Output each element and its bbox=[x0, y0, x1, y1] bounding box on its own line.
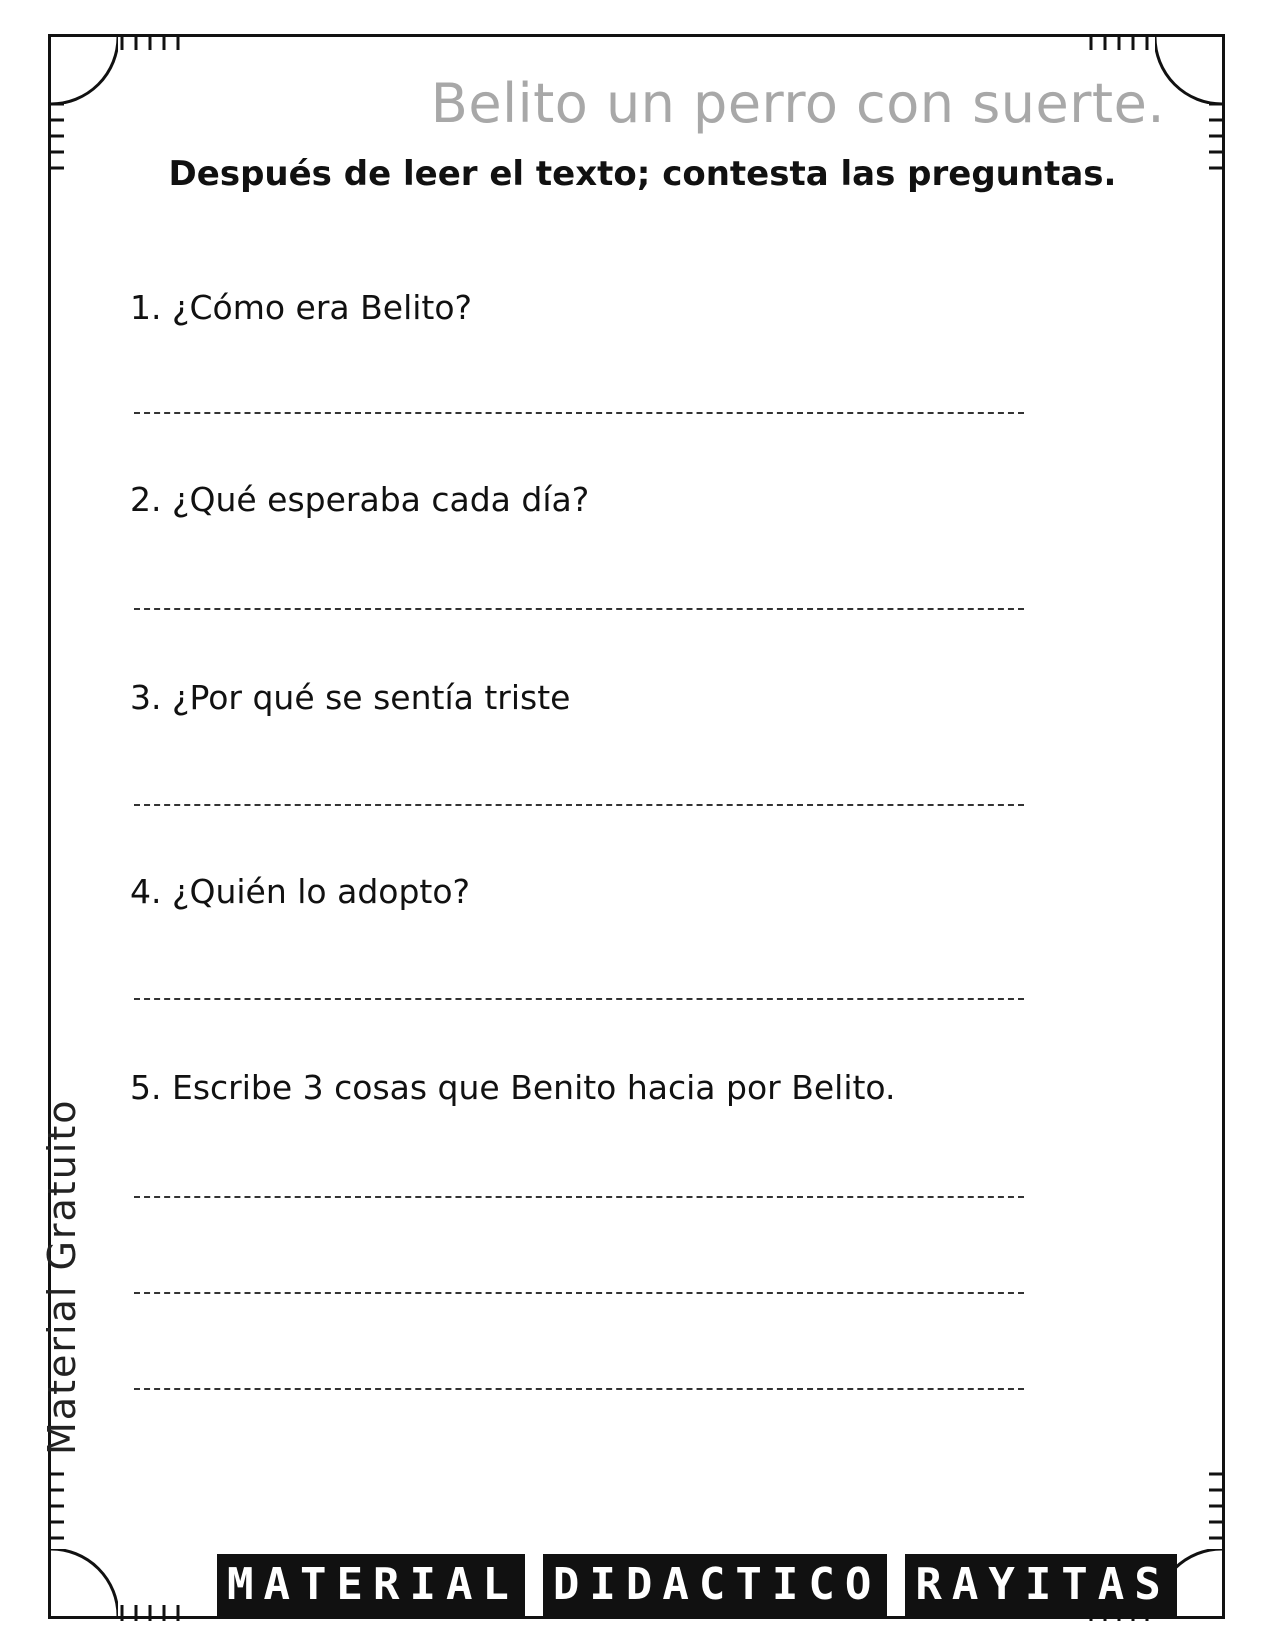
answer-line-5b[interactable] bbox=[134, 1292, 1024, 1294]
answer-line-2[interactable] bbox=[134, 608, 1024, 610]
side-label: Material Gratuito bbox=[40, 1098, 84, 1455]
question-4: 4. ¿Quién lo adopto? bbox=[130, 872, 471, 911]
answer-line-5a[interactable] bbox=[134, 1196, 1024, 1198]
answer-line-5c[interactable] bbox=[134, 1388, 1024, 1390]
question-3: 3. ¿Por qué se sentía triste bbox=[130, 678, 571, 717]
answer-line-4[interactable] bbox=[134, 998, 1024, 1000]
brand-word-didactico: DIDACTICO bbox=[543, 1554, 887, 1616]
worksheet-title: Belito un perro con suerte. bbox=[430, 72, 1165, 135]
answer-line-3[interactable] bbox=[134, 804, 1024, 806]
page-border bbox=[48, 34, 1225, 1619]
tick-marks-right-bottom bbox=[1205, 1470, 1225, 1550]
tick-marks-bottom-left bbox=[118, 1601, 188, 1621]
corner-ornament-top-right bbox=[1155, 34, 1225, 104]
corner-ornament-bottom-left bbox=[48, 1549, 118, 1619]
question-2: 2. ¿Qué esperaba cada día? bbox=[130, 480, 590, 519]
question-5: 5. Escribe 3 cosas que Benito hacia por Belito. bbox=[130, 1068, 896, 1107]
question-1: 1. ¿Cómo era Belito? bbox=[130, 288, 473, 327]
brand-banner bbox=[217, 1554, 1177, 1616]
tick-marks-top-right bbox=[1087, 34, 1157, 54]
answer-line-1[interactable] bbox=[134, 412, 1024, 414]
tick-marks-left-bottom bbox=[48, 1470, 68, 1550]
worksheet-instructions: Después de leer el texto; contesta las preguntas. bbox=[168, 154, 1117, 194]
tick-marks-top-left bbox=[118, 34, 188, 54]
brand-word-rayitas: RAYITAS bbox=[905, 1554, 1176, 1616]
brand-word-material: MATERIAL bbox=[217, 1554, 525, 1616]
corner-ornament-top-left bbox=[48, 34, 118, 104]
